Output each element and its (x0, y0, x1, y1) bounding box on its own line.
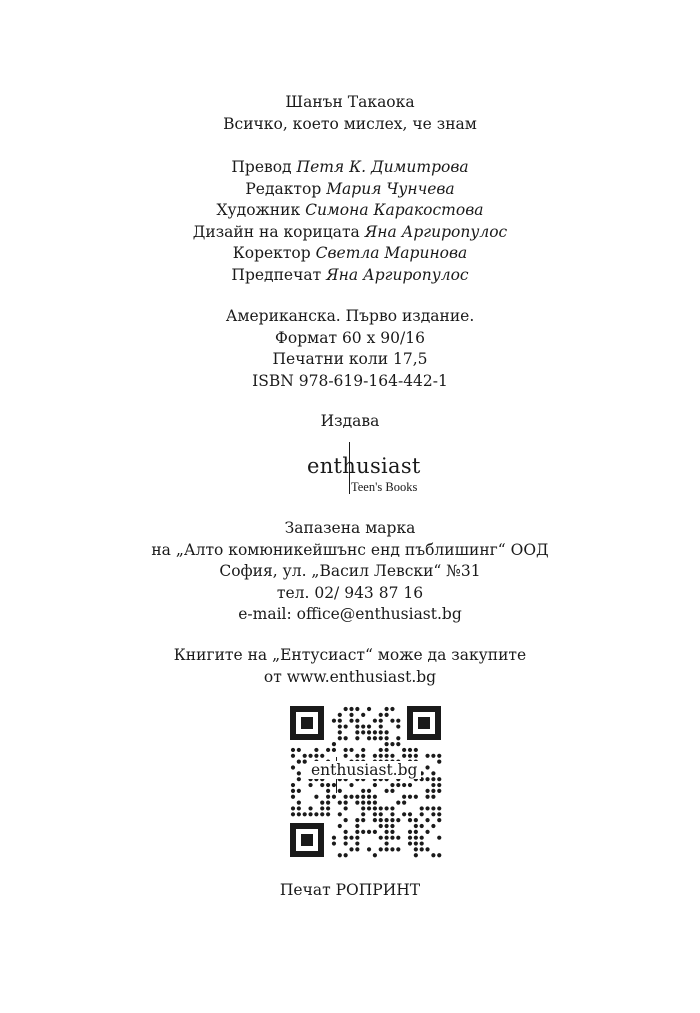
credit-prepress (0, 265, 700, 287)
credit-cover-design (0, 222, 700, 244)
credit-name: Симона Каракостова (305, 201, 484, 219)
credit-role: Предпечат (231, 265, 322, 284)
buy-block (0, 645, 700, 688)
credit-role: Коректор (232, 244, 311, 262)
enthusiast-logo (0, 436, 700, 500)
edition-line: Американска. Първо издание. (225, 307, 475, 325)
logo-wordmark: enthusiast (307, 454, 421, 478)
credit-artist (0, 200, 700, 222)
format-line: Формат 60 х 90/16 (275, 328, 425, 347)
printer-label: Печат (279, 881, 331, 899)
credit-name: Яна Аргиропулос (326, 265, 469, 284)
credit-proofreader (0, 243, 700, 265)
trademark-block (0, 518, 700, 626)
printer-line (0, 880, 700, 902)
isbn-line: ISBN 978-619-164-442-1 (252, 371, 448, 390)
website-line: от www.enthusiast.bg (263, 667, 437, 686)
book-header (0, 92, 700, 135)
publisher-label-block (0, 411, 700, 433)
book-title: Всичко, което мислех, че знам (223, 114, 477, 133)
trademark-line: Запазена марка (284, 519, 416, 537)
credit-translator (0, 157, 700, 179)
logo-subtitle: Teen's Books (351, 480, 418, 494)
credit-name: Петя К. Димитрова (296, 158, 469, 176)
address-line: София, ул. „Васил Левски“ №31 (219, 562, 481, 580)
publisher-label: Издава (320, 412, 380, 430)
credit-name: Светла Маринова (315, 244, 468, 262)
buy-line: Книгите на „Ентусиаст“ може да закупите (173, 646, 527, 664)
phone-line: тел. 02/ 943 87 16 (276, 583, 424, 602)
company-line: на „Алто комюникейшънс енд пъблишинг“ ООД (151, 540, 549, 559)
credit-name: Яна Аргиропулос (364, 222, 508, 241)
edition-info (0, 306, 700, 392)
credit-role: Превод (231, 158, 292, 176)
credit-role: Редактор (245, 179, 322, 198)
qr-code-image (290, 706, 443, 858)
credits-list (0, 157, 700, 286)
qr-label: enthusiast.bg (307, 761, 421, 779)
print-block (0, 880, 700, 902)
credit-editor (0, 179, 700, 201)
email-line: e-mail: office@enthusiast.bg (238, 605, 462, 623)
author-name: Шанън Такаока (285, 93, 415, 111)
sheets-line: Печатни коли 17,5 (272, 350, 428, 368)
credit-role: Дизайн на корицата (192, 222, 360, 241)
printer-name: РОПРИНТ (335, 881, 421, 899)
credit-name: Мария Чунчева (326, 179, 455, 198)
credit-role: Художник (216, 201, 301, 219)
